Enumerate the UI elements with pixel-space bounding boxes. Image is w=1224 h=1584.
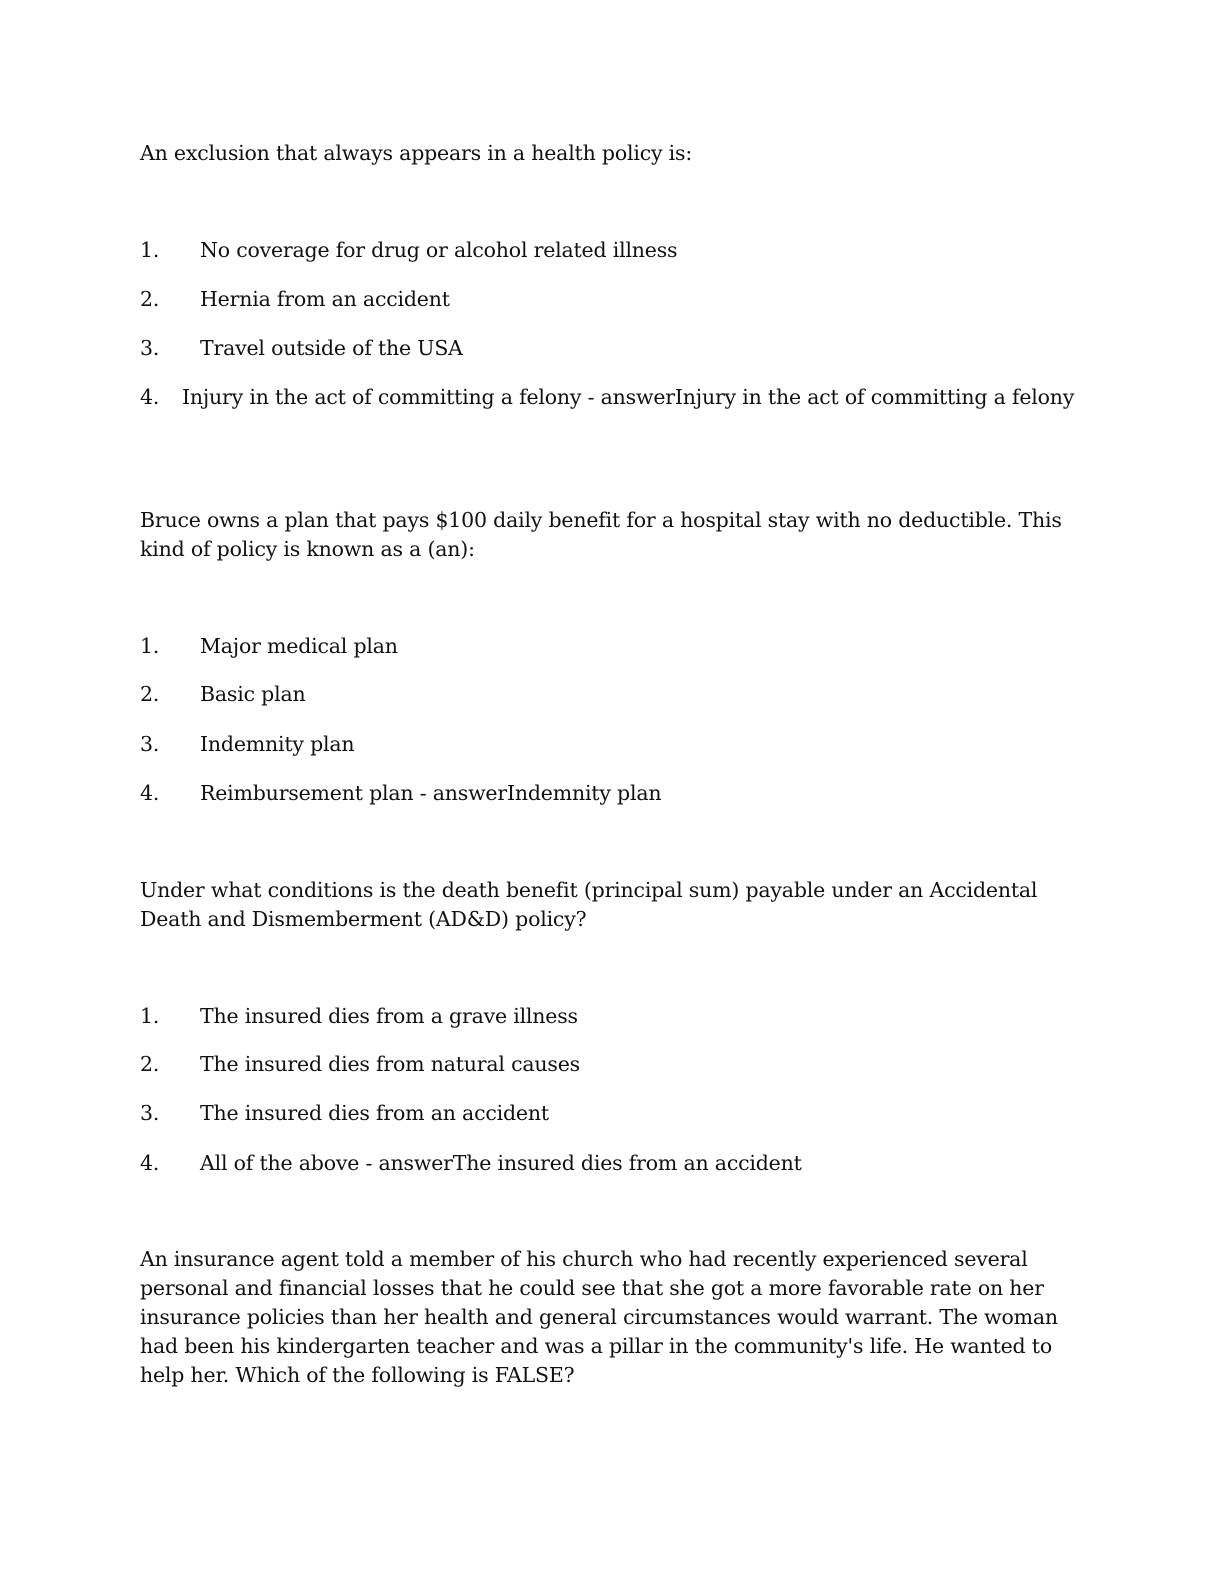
option-text: The insured dies from an accident bbox=[200, 1101, 549, 1125]
question-3-option-1 bbox=[140, 1003, 1080, 1029]
option-number: 2. bbox=[140, 287, 160, 311]
question-2-prompt: Bruce owns a plan that pays $100 daily benefit for a hospital stay with no deductible. This kind of policy is known as a (an): bbox=[140, 508, 1062, 561]
option-number: 4. bbox=[140, 781, 160, 805]
question-3-option-2 bbox=[140, 1051, 1080, 1077]
option-number: 1. bbox=[140, 238, 160, 262]
question-3-option-4 bbox=[140, 1150, 1080, 1176]
option-text: Indemnity plan bbox=[200, 732, 355, 756]
option-number: 4. bbox=[140, 385, 160, 409]
question-1-option-1 bbox=[140, 237, 1080, 263]
question-2-option-4 bbox=[140, 780, 1080, 806]
option-number: 1. bbox=[140, 1004, 160, 1028]
option-text: The insured dies from natural causes bbox=[200, 1052, 580, 1076]
option-text: Hernia from an accident bbox=[200, 287, 450, 311]
option-text: Major medical plan bbox=[200, 634, 398, 658]
question-2-option-2 bbox=[140, 681, 1080, 707]
option-number: 3. bbox=[140, 336, 160, 360]
option-number: 3. bbox=[140, 1101, 160, 1125]
question-1-option-2 bbox=[140, 286, 1080, 312]
question-2-option-1 bbox=[140, 633, 1080, 659]
option-text: Travel outside of the USA bbox=[200, 336, 463, 360]
question-1-option-4 bbox=[140, 384, 1098, 410]
option-number: 3. bbox=[140, 732, 160, 756]
question-3-option-3 bbox=[140, 1100, 1080, 1126]
option-text: Basic plan bbox=[200, 682, 306, 706]
option-number: 4. bbox=[140, 1151, 160, 1175]
option-text: All of the above - answerThe insured dies from an accident bbox=[200, 1151, 802, 1175]
option-number: 2. bbox=[140, 1052, 160, 1076]
option-text: No coverage for drug or alcohol related illness bbox=[200, 238, 678, 262]
question-2-option-3 bbox=[140, 731, 1080, 757]
option-number: 2. bbox=[140, 682, 160, 706]
option-text: The insured dies from a grave illness bbox=[200, 1004, 578, 1028]
question-4-prompt: An insurance agent told a member of his church who had recently experienced several personal and financial losses that he could see that she got a more favorable rate on her insurance policies than her health and general circumstances would warrant. The woman had been his kindergarten teacher and was a pillar in the community's life. He wanted to help her. Which of the following is FALSE? bbox=[140, 1247, 1058, 1387]
option-number: 1. bbox=[140, 634, 160, 658]
question-3-prompt: Under what conditions is the death benefit (principal sum) payable under an Accidental Death and Dismemberment (AD&D) policy? bbox=[140, 878, 1038, 931]
option-text: Reimbursement plan - answerIndemnity plan bbox=[200, 781, 662, 805]
question-1-prompt: An exclusion that always appears in a health policy is: bbox=[140, 141, 693, 165]
option-text: Injury in the act of committing a felony - answerInjury in the act of committing a felony bbox=[182, 385, 1075, 409]
question-1-option-3 bbox=[140, 335, 1080, 361]
